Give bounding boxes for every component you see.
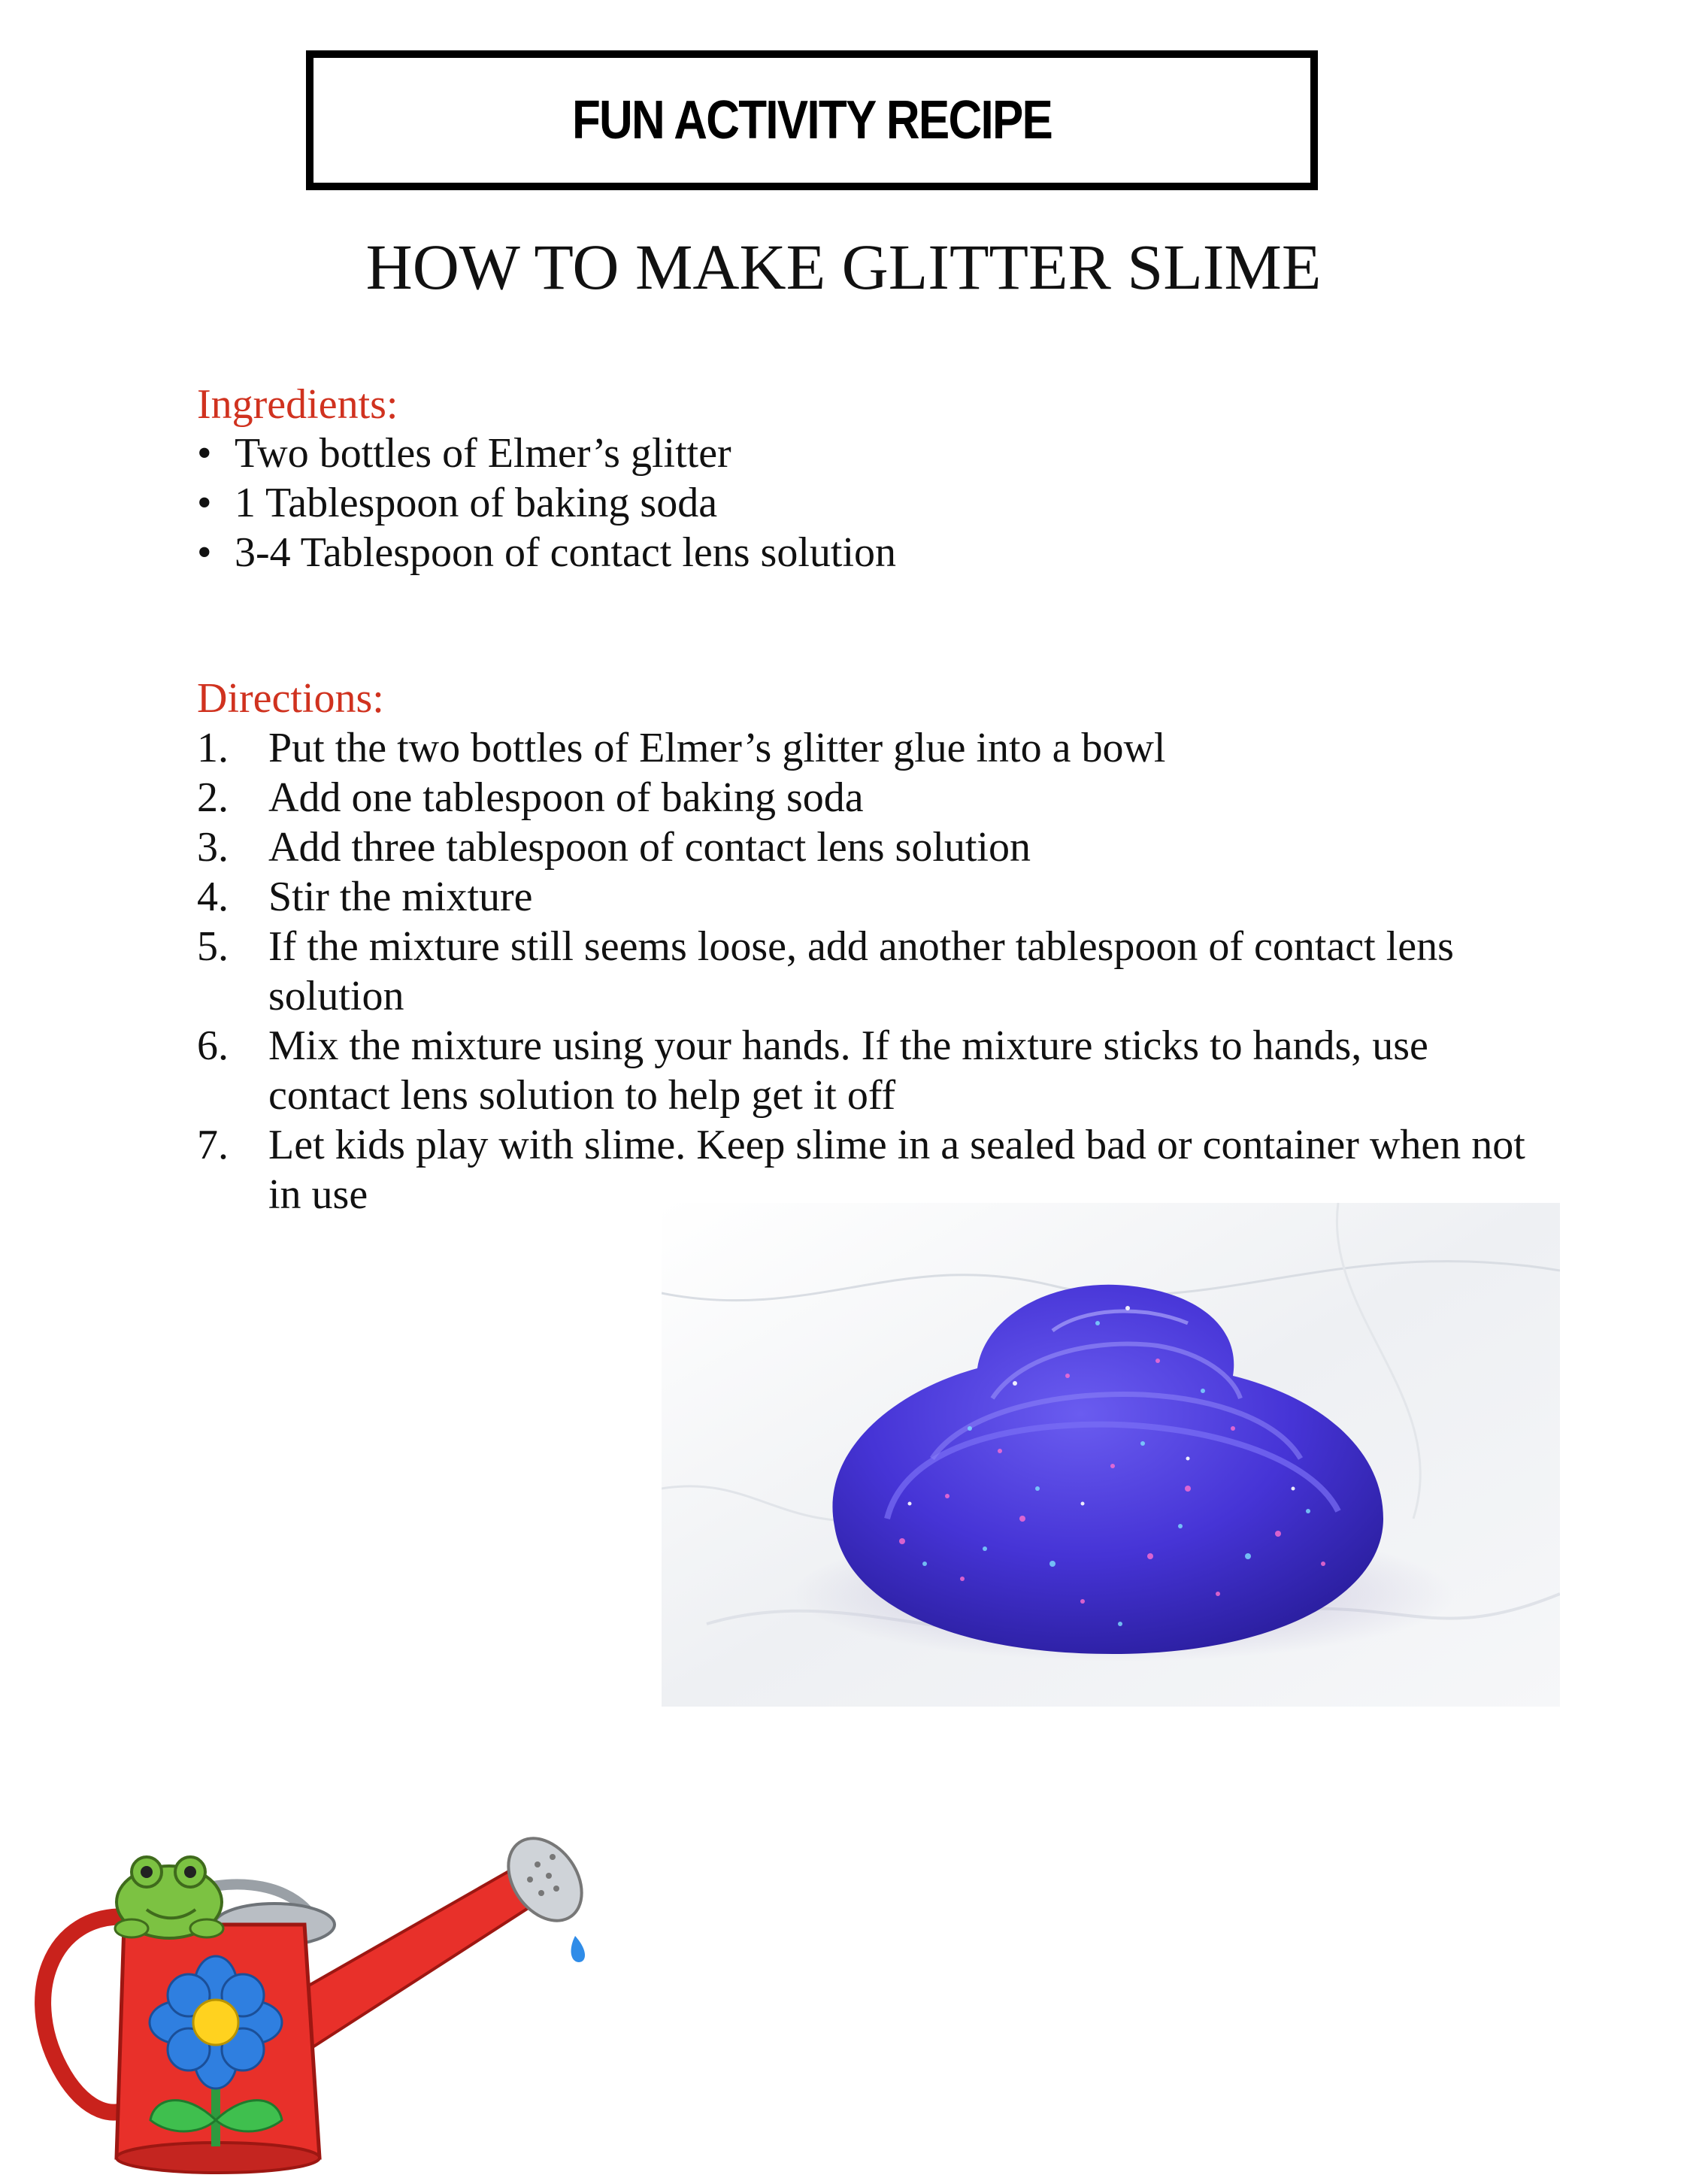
directions-heading: Directions:	[197, 675, 384, 722]
step-text: Let kids play with slime. Keep slime in a sealed bad or container when not in use	[268, 1122, 1525, 1218]
step-number: 2.	[197, 774, 229, 821]
step-text: Mix the mixture using your hands. If the mixture sticks to hands, use contact lens solution to help get it off	[268, 1022, 1428, 1119]
header-label: FUN ACTIVITY RECIPE	[571, 90, 1052, 150]
direction-step	[197, 822, 1546, 872]
step-text: Add one tablespoon of baking soda	[268, 774, 864, 821]
step-number: 4.	[197, 874, 229, 920]
direction-step	[197, 773, 1546, 822]
step-text: Stir the mixture	[268, 874, 533, 920]
bullet-icon: •	[197, 529, 212, 576]
step-number: 7.	[197, 1122, 229, 1168]
ingredient-text: 3-4 Tablespoon of contact lens solution	[235, 529, 897, 576]
ingredient-item	[197, 528, 896, 577]
direction-step	[197, 723, 1546, 773]
page-title: HOW TO MAKE GLITTER SLIME	[365, 231, 1322, 303]
step-number: 6.	[197, 1022, 229, 1069]
direction-step	[197, 872, 1546, 922]
step-text: Add three tablespoon of contact lens solution	[268, 824, 1031, 871]
ingredient-text: Two bottles of Elmer’s glitter	[235, 430, 731, 477]
glitter-slime-photo	[662, 1203, 1560, 1707]
ingredient-item	[197, 478, 896, 528]
watering-can-illustration	[19, 1804, 605, 2180]
direction-step	[197, 1021, 1546, 1120]
step-number: 3.	[197, 824, 229, 871]
directions-list	[197, 723, 1550, 1219]
step-number: 1.	[197, 725, 229, 771]
ingredients-heading: Ingredients:	[197, 381, 398, 428]
header-box	[306, 50, 1318, 190]
ingredient-text: 1 Tablespoon of baking soda	[235, 480, 718, 526]
bullet-icon: •	[197, 480, 212, 526]
ingredients-list	[197, 429, 896, 577]
step-text: Put the two bottles of Elmer’s glitter glue into a bowl	[268, 725, 1166, 771]
step-number: 5.	[197, 923, 229, 970]
bullet-icon: •	[197, 430, 212, 477]
direction-step	[197, 922, 1546, 1021]
ingredient-item	[197, 429, 896, 478]
step-text: If the mixture still seems loose, add another tablespoon of contact lens solution	[268, 923, 1454, 1019]
